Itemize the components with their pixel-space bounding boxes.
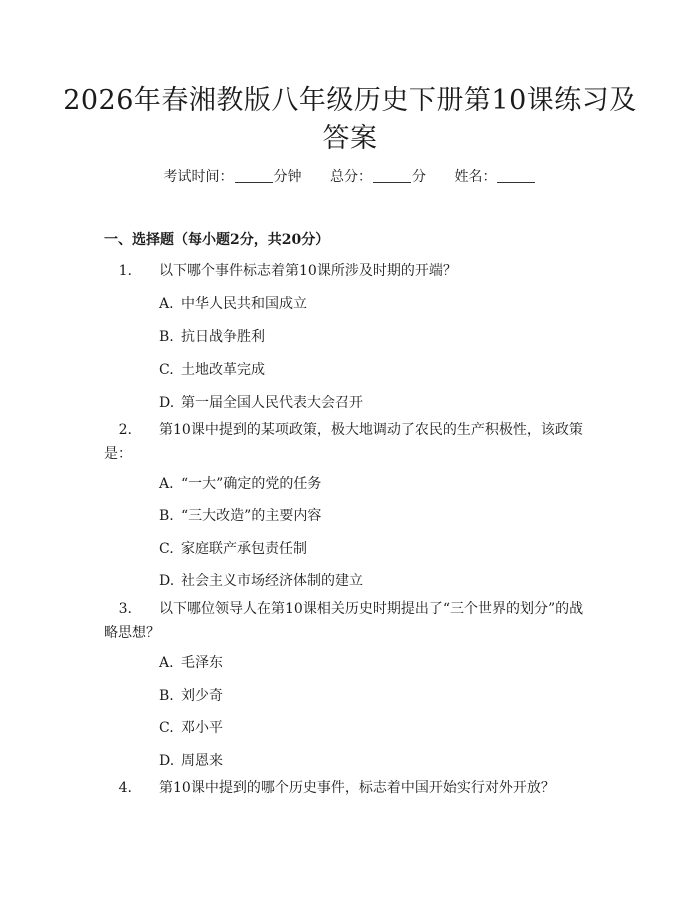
option-letter: C.: [159, 541, 174, 557]
question-2-option-d[interactable]: [159, 571, 363, 591]
option-letter: D.: [159, 395, 175, 411]
question-3-option-a[interactable]: [159, 653, 223, 673]
option-letter: A.: [159, 476, 174, 492]
section-heading-choice: 一、选择题（每小题2分，共20分）: [104, 232, 330, 248]
question-4: [104, 776, 584, 800]
exam-info-line: [0, 167, 700, 187]
question-2-option-a[interactable]: [159, 474, 321, 494]
option-letter: A.: [159, 296, 174, 312]
student-name-field: [454, 167, 536, 187]
exam-time-unit: 分钟: [273, 169, 302, 185]
question-3-option-c[interactable]: [159, 718, 223, 738]
question-number: 4.: [118, 780, 132, 796]
question-3-option-d[interactable]: [159, 751, 223, 771]
question-3-option-b[interactable]: [159, 686, 223, 706]
option-text: 社会主义市场经济体制的建立: [181, 573, 363, 589]
question-text: 以下哪个事件标志着第10课所涉及时期的开端？: [159, 263, 457, 279]
question-1: [104, 259, 584, 283]
exam-time-field: [164, 167, 302, 187]
option-text: “三大改造”的主要内容: [181, 508, 322, 524]
question-1-option-b[interactable]: [159, 327, 265, 347]
total-score-unit: 分: [412, 169, 426, 185]
option-text: 第一届全国人民代表大会召开: [181, 395, 363, 411]
option-text: 毛泽东: [181, 655, 223, 671]
option-text: 土地改革完成: [181, 362, 265, 378]
exam-time-blank[interactable]: [235, 168, 273, 183]
option-text: 周恩来: [181, 753, 223, 769]
option-letter: B.: [159, 329, 174, 345]
option-letter: B.: [159, 688, 174, 704]
option-letter: B.: [159, 508, 174, 524]
question-text: 以下哪位领导人在第10课相关历史时期提出了“三个世界的划分”的战略思想？: [104, 601, 584, 641]
option-letter: A.: [159, 655, 174, 671]
document-title: 2026年春湘教版八年级历史下册第10课练习及答案: [63, 85, 637, 154]
exam-time-label: 考试时间：: [163, 169, 234, 185]
question-text: 第10课中提到的某项政策，极大地调动了农民的生产积极性，该政策是：: [104, 422, 583, 462]
question-1-option-c[interactable]: [159, 360, 265, 380]
option-letter: D.: [159, 753, 175, 769]
option-text: 中华人民共和国成立: [181, 296, 307, 312]
option-text: 家庭联产承包责任制: [181, 541, 307, 557]
student-name-label: 姓名：: [454, 169, 497, 185]
total-score-label: 总分：: [330, 169, 372, 185]
question-number: 1.: [118, 263, 132, 279]
question-2: [104, 418, 584, 466]
option-letter: C.: [159, 720, 174, 736]
option-letter: C.: [159, 362, 174, 378]
question-2-option-b[interactable]: [159, 506, 321, 526]
total-score-field: [330, 167, 426, 187]
option-letter: D.: [159, 573, 175, 589]
option-text: 邓小平: [181, 720, 223, 736]
option-text: 刘少奇: [181, 688, 223, 704]
question-text: 第10课中提到的哪个历史事件，标志着中国开始实行对外开放？: [159, 780, 555, 796]
question-2-option-c[interactable]: [159, 539, 307, 559]
student-name-blank[interactable]: [497, 168, 535, 183]
question-number: 2.: [118, 422, 132, 438]
question-number: 3.: [118, 601, 132, 617]
question-1-option-a[interactable]: [159, 294, 307, 314]
question-3: [104, 597, 584, 645]
option-text: “一大”确定的党的任务: [181, 476, 322, 492]
question-1-option-d[interactable]: [159, 393, 363, 413]
total-score-blank[interactable]: [373, 168, 411, 183]
option-text: 抗日战争胜利: [181, 329, 265, 345]
